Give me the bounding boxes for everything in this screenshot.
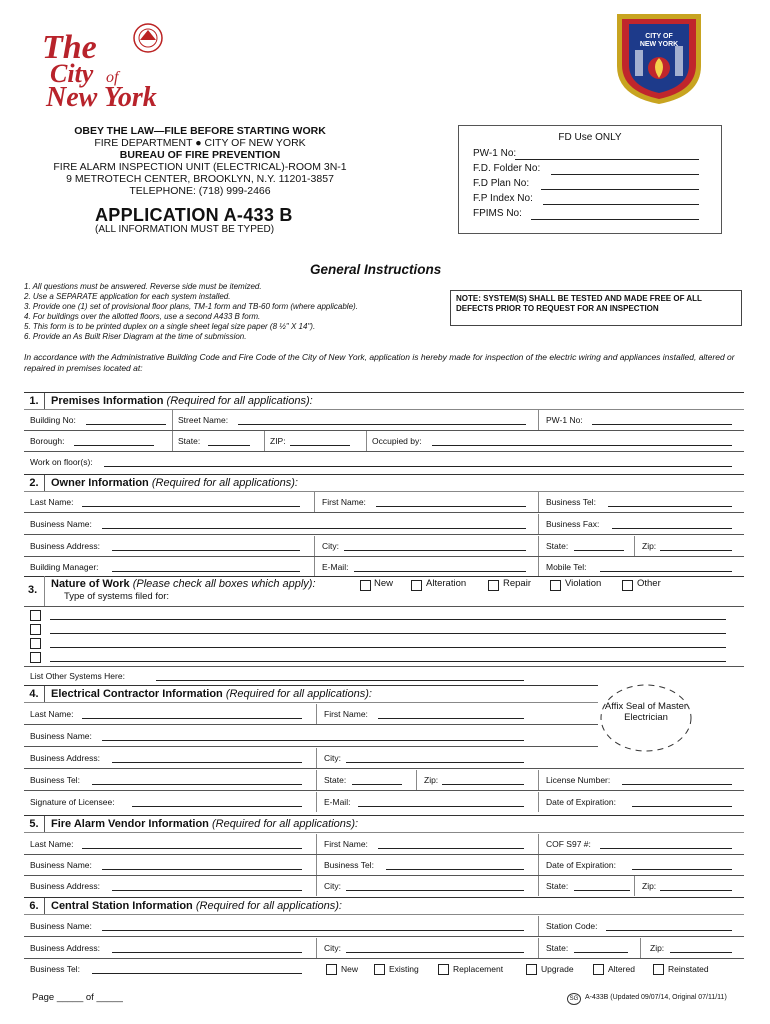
divider: [634, 536, 635, 556]
contractor-state-input[interactable]: [352, 775, 402, 785]
divider: [316, 834, 317, 854]
section-6-subtitle: (Required for all applications):: [195, 900, 342, 912]
vendor-city-label: City:: [324, 881, 341, 891]
station-business-name-label: Business Name:: [30, 921, 92, 931]
station-zip-label: Zip:: [650, 943, 665, 953]
system-type-input[interactable]: [50, 610, 726, 620]
vendor-business-address-label: Business Address:: [30, 881, 100, 891]
owner-last-name-input[interactable]: [82, 497, 300, 507]
divider: [538, 410, 539, 430]
divider: [264, 431, 265, 451]
seal-label: Affix Seal of Master Electrician: [604, 701, 688, 723]
station-reinstated-label: Reinstated: [668, 964, 709, 974]
divider: [316, 704, 317, 724]
contractor-business-tel-input[interactable]: [92, 775, 302, 785]
vendor-business-name-input[interactable]: [102, 860, 302, 870]
instructions-list: [24, 282, 358, 342]
form-subtitle: (ALL INFORMATION MUST BE TYPED): [95, 224, 275, 235]
section-3-number: 3.: [28, 584, 38, 596]
svg-text:City: City: [50, 59, 94, 88]
contractor-expiration-input[interactable]: [632, 797, 732, 807]
contractor-email-input[interactable]: [358, 797, 524, 807]
divider: [538, 855, 539, 875]
owner-business-fax-input[interactable]: [612, 519, 732, 529]
section-4-subtitle: (Required for all applications):: [225, 688, 372, 700]
licensee-signature-input[interactable]: [132, 797, 302, 807]
owner-business-address-label: Business Address:: [30, 541, 100, 551]
owner-business-name-input[interactable]: [102, 519, 526, 529]
nature-repair-checkbox[interactable]: [488, 580, 499, 591]
contractor-first-name-input[interactable]: [378, 709, 524, 719]
section-2-header: [24, 474, 744, 492]
station-replacement-label: Replacement: [453, 964, 504, 974]
instruction-item: 3. Provide one (1) set of provisional floor plans, TM-1 form and TB-60 form (where applicable).: [24, 302, 358, 311]
owner-state-label: State:: [546, 541, 569, 551]
station-business-address-label: Business Address:: [30, 943, 100, 953]
section-5-title: [51, 817, 358, 831]
divider: [314, 536, 315, 556]
divider: [316, 938, 317, 958]
section-1-title-text: Premises Information: [51, 395, 164, 407]
building-no-label: Building No:: [30, 415, 76, 425]
station-state-label: State:: [546, 943, 569, 953]
divider: [316, 792, 317, 812]
pw1-no-label: PW-1 No:: [546, 415, 583, 425]
contractor-state-label: State:: [324, 775, 347, 785]
owner-business-address-input[interactable]: [112, 541, 300, 551]
owner-city-input[interactable]: [344, 541, 526, 551]
section-6-number: 6.: [24, 898, 45, 914]
owner-email-label: E-Mail:: [322, 562, 349, 572]
section-2-title: [51, 476, 298, 490]
form-title: APPLICATION A-433 B: [95, 205, 293, 225]
owner-business-tel-input[interactable]: [608, 497, 732, 507]
fd-fpims-input[interactable]: [531, 208, 699, 220]
divider: [538, 938, 539, 958]
contractor-business-name-input[interactable]: [102, 731, 524, 741]
state-label: State:: [178, 436, 201, 446]
divider: [172, 410, 173, 430]
station-business-tel-label: Business Tel:: [30, 964, 80, 974]
section-4-title: [51, 687, 372, 701]
contractor-business-address-input[interactable]: [112, 753, 302, 763]
divider: [538, 834, 539, 854]
contractor-first-name-label: First Name:: [324, 709, 368, 719]
section-2-subtitle: (Required for all applications):: [151, 477, 298, 489]
section-1-number: 1.: [24, 393, 45, 409]
header-line-6: TELEPHONE: (718) 999-2466: [129, 185, 271, 197]
license-number-input[interactable]: [622, 775, 732, 785]
nature-other-checkbox[interactable]: [622, 580, 633, 591]
occupied-by-label: Occupied by:: [372, 436, 422, 446]
state-input[interactable]: [208, 436, 250, 446]
contractor-city-input[interactable]: [346, 753, 524, 763]
vendor-business-address-input[interactable]: [112, 881, 302, 891]
vendor-zip-input[interactable]: [660, 881, 732, 891]
instruction-item: 2. Use a SEPARATE application for each system installed.: [24, 292, 231, 301]
application-intro: In accordance with the Administrative Building Code and Fire Code of the City of New York, application is hereby made for inspection of the electric wiring and appliances installed, altered or repaired in premises located at:: [24, 352, 735, 373]
station-business-tel-input[interactable]: [92, 964, 302, 974]
station-business-name-input[interactable]: [102, 921, 524, 931]
fdny-shield-icon: [617, 14, 701, 104]
mobile-tel-input[interactable]: [600, 562, 732, 572]
street-name-label: Street Name:: [178, 415, 229, 425]
nature-other-label: Other: [637, 578, 661, 589]
nature-repair-label: Repair: [503, 578, 531, 589]
vendor-business-tel-input[interactable]: [386, 860, 524, 870]
contractor-expiration-label: Date of Expiration:: [546, 797, 616, 807]
street-name-input[interactable]: [238, 415, 526, 425]
divider: [538, 792, 539, 812]
system-type-input[interactable]: [50, 624, 726, 634]
nature-violation-label: Violation: [565, 578, 602, 589]
section-4-header: [24, 685, 598, 703]
fd-fpims-label: FPIMS No:: [473, 208, 522, 219]
nyc-seal-icon: [134, 24, 162, 52]
station-new-checkbox[interactable]: [326, 964, 337, 975]
divider: [316, 770, 317, 790]
fd-index-label: F.P Index No:: [473, 193, 533, 204]
divider: [416, 770, 417, 790]
page-number: Page _____ of _____: [32, 992, 123, 1003]
station-altered-label: Altered: [608, 964, 635, 974]
instruction-item: 5. This form is to be printed duplex on a single sheet legal size paper (8 ½" X 14").: [24, 322, 316, 331]
section-4-title-text: Electrical Contractor Information: [51, 688, 223, 700]
svg-text:New York: New York: [46, 82, 157, 110]
section-5-subtitle: (Required for all applications):: [211, 818, 359, 830]
divider: [538, 514, 539, 534]
divider: [44, 576, 45, 606]
borough-input[interactable]: [74, 436, 154, 446]
list-other-systems-label: List Other Systems Here:: [30, 671, 125, 681]
vendor-first-name-input[interactable]: [378, 839, 524, 849]
station-city-label: City:: [324, 943, 341, 953]
divider: [316, 748, 317, 768]
divider: [314, 557, 315, 577]
contractor-email-label: E-Mail:: [324, 797, 351, 807]
fd-use-title: FD Use ONLY: [558, 132, 622, 143]
system-type-checkbox[interactable]: [30, 610, 41, 621]
divider: [538, 557, 539, 577]
general-instructions-title: General Instructions: [310, 262, 442, 277]
divider: [314, 492, 315, 512]
fd-index-input[interactable]: [543, 193, 699, 205]
section-1-title: [51, 394, 313, 408]
zip-label: ZIP:: [270, 436, 286, 446]
owner-first-name-label: First Name:: [322, 497, 366, 507]
vendor-state-label: State:: [546, 881, 569, 891]
nyc-logo: [36, 18, 186, 110]
testing-note: NOTE: SYSTEM(S) SHALL BE TESTED AND MADE FREE OF ALL DEFECTS PRIOR TO REQUEST FOR AN INSPECTION: [450, 290, 742, 326]
fd-use-box: [458, 125, 722, 234]
owner-last-name-label: Last Name:: [30, 497, 74, 507]
owner-state-input[interactable]: [574, 541, 624, 551]
pw1-no-input[interactable]: [592, 415, 732, 425]
svg-text:NEW YORK: NEW YORK: [639, 41, 679, 48]
header-line-1: OBEY THE LAW—FILE BEFORE STARTING WORK: [74, 125, 326, 137]
nature-new-checkbox[interactable]: [360, 580, 371, 591]
owner-email-input[interactable]: [354, 562, 526, 572]
vendor-state-input[interactable]: [574, 881, 630, 891]
licensee-signature-label: Signature of Licensee:: [30, 797, 115, 807]
contractor-business-tel-label: Business Tel:: [30, 775, 80, 785]
sg-badge: SG: [567, 993, 581, 1005]
owner-zip-label: Zip:: [642, 541, 657, 551]
contractor-last-name-label: Last Name:: [30, 709, 74, 719]
fd-folder-label: F.D. Folder No:: [473, 163, 541, 174]
station-altered-checkbox[interactable]: [593, 964, 604, 975]
station-business-address-input[interactable]: [112, 943, 302, 953]
building-manager-input[interactable]: [112, 562, 300, 572]
vendor-business-name-label: Business Name:: [30, 860, 92, 870]
station-state-input[interactable]: [574, 943, 628, 953]
vendor-zip-label: Zip:: [642, 881, 657, 891]
station-upgrade-checkbox[interactable]: [526, 964, 537, 975]
nature-new-label: New: [374, 578, 394, 589]
divider: [538, 492, 539, 512]
vendor-business-tel-label: Business Tel:: [324, 860, 374, 870]
cof-label: COF S97 #:: [546, 839, 591, 849]
owner-first-name-input[interactable]: [376, 497, 526, 507]
vendor-last-name-label: Last Name:: [30, 839, 74, 849]
owner-city-label: City:: [322, 541, 339, 551]
system-type-checkbox[interactable]: [30, 624, 41, 635]
section-5-number: 5.: [24, 816, 45, 832]
work-floors-label: Work on floor(s):: [30, 457, 93, 467]
section-4-number: 4.: [24, 686, 45, 702]
station-reinstated-checkbox[interactable]: [653, 964, 664, 975]
section-3-title-text: Nature of Work: [51, 578, 130, 590]
section-2-number: 2.: [24, 475, 45, 491]
divider: [538, 536, 539, 556]
svg-text:The: The: [42, 29, 97, 66]
station-upgrade-label: Upgrade: [541, 964, 574, 974]
vendor-expiration-label: Date of Expiration:: [546, 860, 616, 870]
work-floors-input[interactable]: [104, 457, 732, 467]
fd-folder-input[interactable]: [551, 163, 699, 175]
occupied-by-input[interactable]: [432, 436, 732, 446]
section-1-subtitle: (Required for all applications):: [166, 395, 313, 407]
borough-label: Borough:: [30, 436, 65, 446]
fd-pw1-label: PW-1 No:: [473, 148, 517, 159]
vendor-expiration-input[interactable]: [632, 860, 732, 870]
contractor-zip-label: Zip:: [424, 775, 439, 785]
form-version: A-433B (Updated 09/07/14, Original 07/11/11): [585, 994, 727, 1001]
vendor-city-input[interactable]: [346, 881, 524, 891]
section-2-title-text: Owner Information: [51, 477, 149, 489]
contractor-zip-input[interactable]: [442, 775, 524, 785]
station-city-input[interactable]: [346, 943, 524, 953]
section-6-title: [51, 899, 342, 913]
nature-alteration-checkbox[interactable]: [411, 580, 422, 591]
header-line-5: 9 METROTECH CENTER, BROOKLYN, N.Y. 11201-3857: [66, 173, 334, 185]
section-1-header: [24, 392, 744, 410]
fdny-logo: [605, 10, 713, 106]
header-line-3: BUREAU OF FIRE PREVENTION: [119, 149, 281, 161]
divider: [634, 876, 635, 896]
station-zip-input[interactable]: [670, 943, 732, 953]
system-type-input[interactable]: [50, 638, 726, 648]
svg-text:CITY OF: CITY OF: [645, 33, 673, 40]
zip-input[interactable]: [290, 436, 350, 446]
contractor-business-address-label: Business Address:: [30, 753, 100, 763]
types-of-systems-label: Type of systems filed for:: [64, 591, 170, 602]
divider: [316, 855, 317, 875]
owner-zip-input[interactable]: [660, 541, 732, 551]
section-3-title: [51, 578, 316, 590]
station-existing-label: Existing: [389, 964, 419, 974]
nature-alteration-label: Alteration: [426, 578, 467, 589]
section-5-header: [24, 815, 744, 833]
building-no-input[interactable]: [86, 415, 166, 425]
header-line-4: FIRE ALARM INSPECTION UNIT (ELECTRICAL)-ROOM 3N-1: [53, 161, 347, 173]
system-type-checkbox[interactable]: [30, 638, 41, 649]
station-new-label: New: [341, 964, 359, 974]
vendor-last-name-input[interactable]: [82, 839, 302, 849]
contractor-business-name-label: Business Name:: [30, 731, 92, 741]
station-replacement-checkbox[interactable]: [438, 964, 449, 975]
instruction-item: 1. All questions must be answered. Reverse side must be itemized.: [24, 282, 262, 291]
owner-business-tel-label: Business Tel:: [546, 497, 596, 507]
divider: [538, 770, 539, 790]
owner-business-name-label: Business Name:: [30, 519, 92, 529]
svg-text:of: of: [106, 69, 119, 86]
station-code-label: Station Code:: [546, 921, 598, 931]
nature-violation-checkbox[interactable]: [550, 580, 561, 591]
divider: [640, 938, 641, 958]
system-type-input[interactable]: [50, 652, 726, 662]
station-code-input[interactable]: [606, 921, 732, 931]
license-number-label: License Number:: [546, 775, 611, 785]
contractor-last-name-input[interactable]: [82, 709, 302, 719]
section-6-title-text: Central Station Information: [51, 900, 193, 912]
divider: [366, 431, 367, 451]
system-type-checkbox[interactable]: [30, 652, 41, 663]
cof-input[interactable]: [600, 839, 732, 849]
building-manager-label: Building Manager:: [30, 562, 99, 572]
section-3-subtitle: (Please check all boxes which apply):: [132, 578, 316, 590]
divider: [538, 916, 539, 936]
contractor-city-label: City:: [324, 753, 341, 763]
divider: [316, 876, 317, 896]
instruction-item: 6. Provide an As Built Riser Diagram at the time of submission.: [24, 332, 247, 341]
fd-plan-label: F.D Plan No:: [473, 178, 530, 189]
divider: [172, 431, 173, 451]
vendor-first-name-label: First Name:: [324, 839, 368, 849]
section-5-title-text: Fire Alarm Vendor Information: [51, 818, 209, 830]
divider: [538, 876, 539, 896]
section-6-header: [24, 897, 744, 915]
header-line-2: FIRE DEPARTMENT ● CITY OF NEW YORK: [94, 137, 306, 149]
mobile-tel-label: Mobile Tel:: [546, 562, 587, 572]
owner-business-fax-label: Business Fax:: [546, 519, 600, 529]
fd-plan-input[interactable]: [541, 178, 699, 190]
instruction-item: 4. For buildings over the allotted floors, use a second A433 B form.: [24, 312, 261, 321]
fd-pw1-input[interactable]: [515, 148, 699, 160]
station-existing-checkbox[interactable]: [374, 964, 385, 975]
list-other-systems-input[interactable]: [156, 671, 524, 681]
